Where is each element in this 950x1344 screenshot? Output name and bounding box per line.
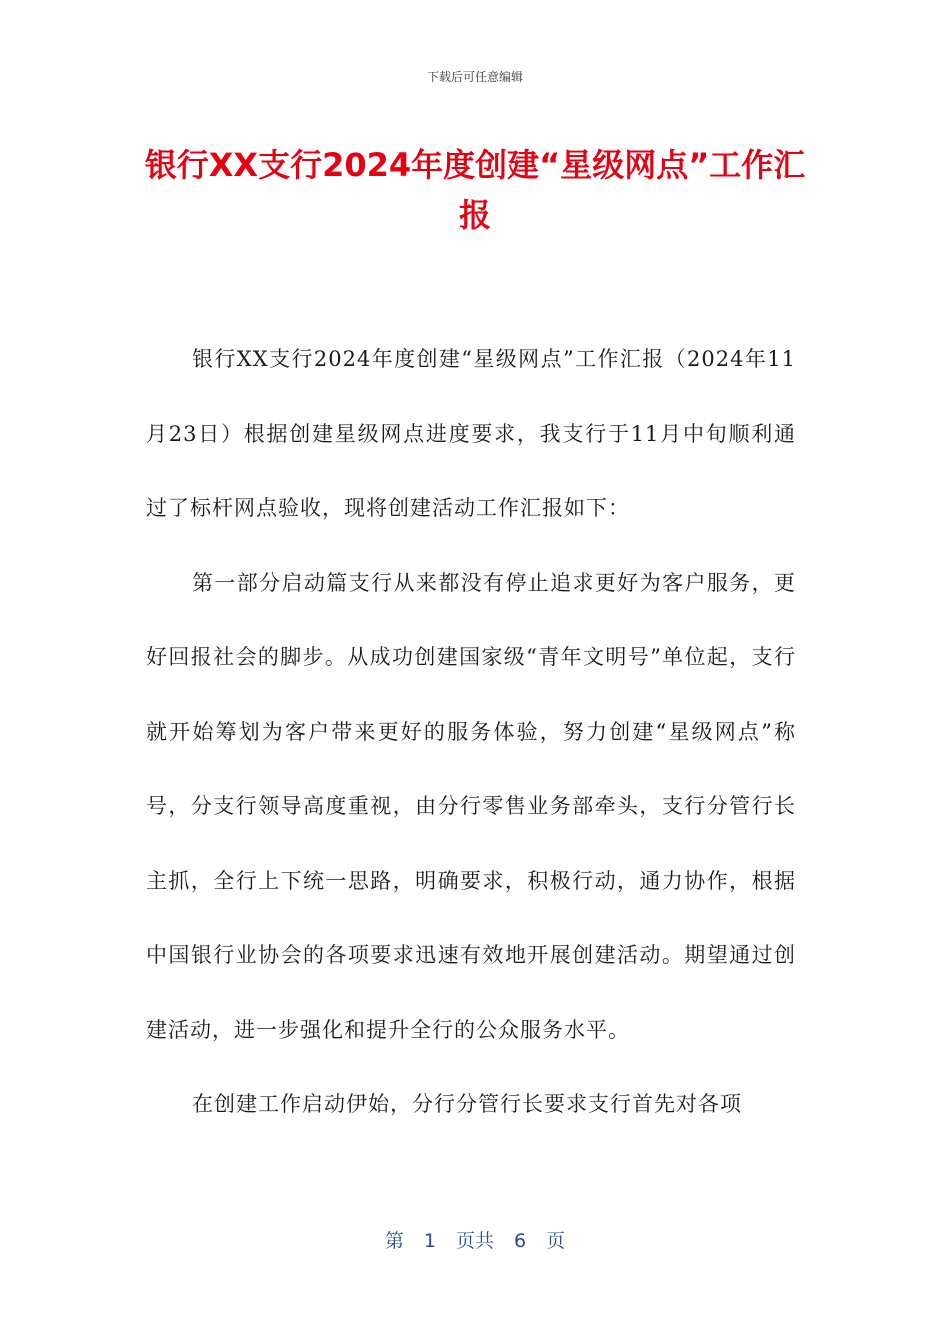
paragraph-start-work: 在创建工作启动伊始，分行分管行长要求支行首先对各项 bbox=[192, 1092, 742, 1116]
document-body bbox=[146, 322, 796, 1142]
paragraph-intro: 银行XX支行2024年度创建“星级网点”工作汇报（2024年11月23日）根据创建星级网点进度要求，我支行于11月中旬顺利通过了标杆网点验收，现将创建活动工作汇报如下： bbox=[146, 347, 796, 520]
paragraph-part-one: 第一部分启动篇支行从来都没有停止追求更好为客户服务，更好回报社会的脚步。从成功创建国家级“青年文明号”单位起，支行就开始筹划为客户带来更好的服务体验，努力创建“星级网点”称号，分支行领导高度重视，由分行零售业务部牵头，支行分管行长主抓，全行上下统一思路，明确要求，积极行动，通力协作，根据中国银行业协会的各项要求迅速有效地开展创建活动。期望通过创建活动，进一步强化和提升全行的公众服务水平。 bbox=[146, 570, 796, 1042]
page-footer: 第 1 页共 6 页 bbox=[384, 1230, 566, 1252]
document-title: 银行XX支行2024年度创建“星级网点”工作汇报 bbox=[144, 146, 806, 234]
header-note: 下载后可任意编辑 bbox=[426, 70, 523, 84]
